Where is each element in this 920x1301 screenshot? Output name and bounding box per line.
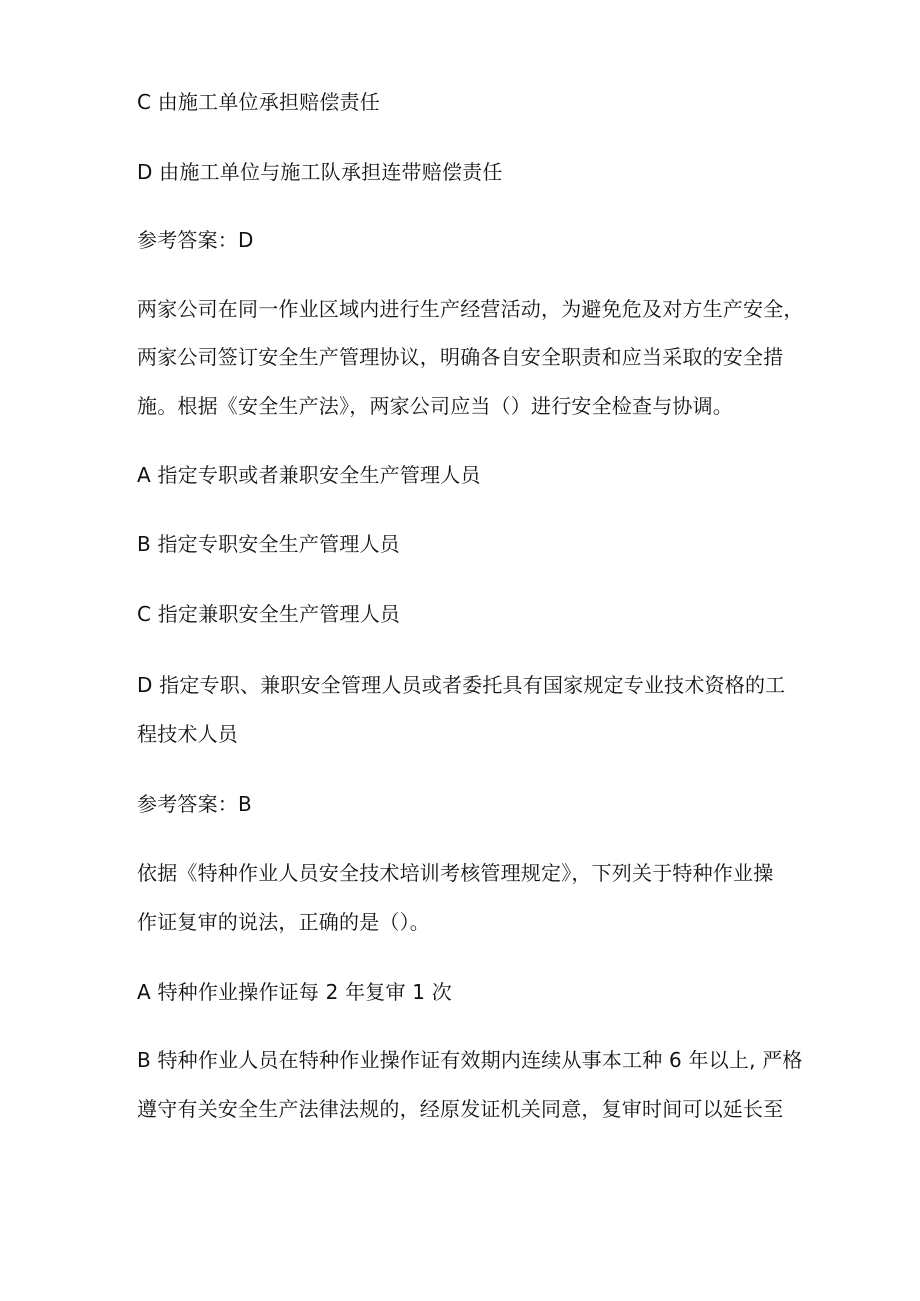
option-b-line-1: B 特种作业人员在特种作业操作证有效期内连续从事本工种 6 年以上, 严格 (137, 1048, 803, 1072)
answer-line: 参考答案：B (137, 792, 252, 816)
option-c-line: C 由施工单位承担赔偿责任 (137, 90, 380, 114)
option-c-line: C 指定兼职安全生产管理人员 (137, 602, 401, 626)
option-b-line-2: 遵守有关安全生产法律法规的，经原发证机关同意，复审时间可以延长至 (137, 1097, 784, 1121)
question-line-3: 施。根据《安全生产法》，两家公司应当（）进行安全检查与协调。 (137, 394, 733, 418)
answer-line: 参考答案：D (137, 228, 254, 252)
option-a-line: A 指定专职或者兼职安全生产管理人员 (137, 463, 481, 487)
option-d-line: D 由施工单位与施工队承担连带赔偿责任 (137, 160, 503, 184)
option-a-line: A 特种作业操作证每 2 年复审 1 次 (137, 980, 452, 1004)
question-line-2: 作证复审的说法，正确的是（）。 (137, 910, 430, 934)
option-d-line-2: 程技术人员 (137, 722, 238, 746)
question-line-1: 依据《特种作业人员安全技术培训考核管理规定》，下列关于特种作业操 (137, 861, 774, 885)
option-b-line: B 指定专职安全生产管理人员 (137, 532, 400, 556)
question-line-1: 两家公司在同一作业区域内进行生产经营活动，为避免危及对方生产安全， (137, 297, 804, 321)
question-line-2: 两家公司签订安全生产管理协议，明确各自安全职责和应当采取的安全措 (137, 345, 784, 369)
option-d-line-1: D 指定专职、兼职安全管理人员或者委托具有国家规定专业技术资格的工 (137, 673, 786, 697)
